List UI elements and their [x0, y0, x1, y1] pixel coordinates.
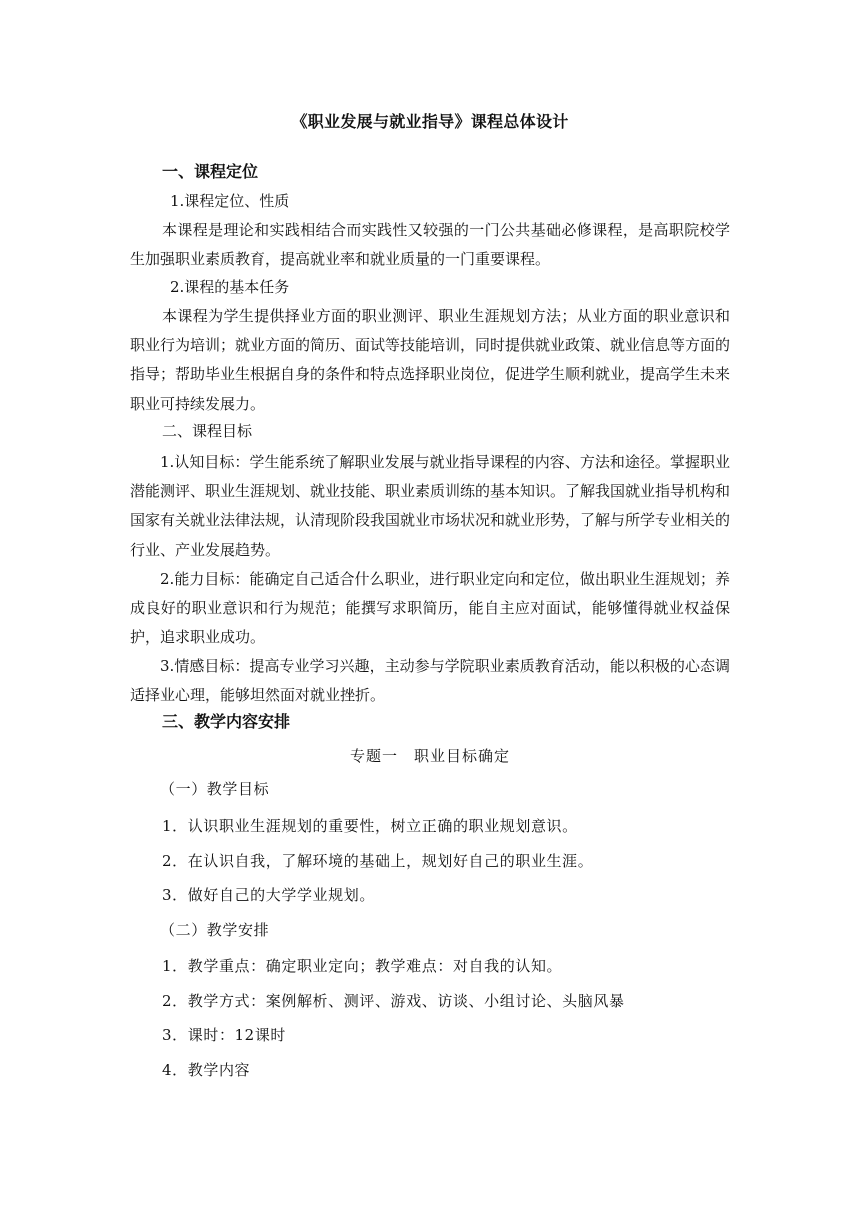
- subheading-positioning-nature: 1.课程定位、性质: [170, 192, 290, 210]
- list-item: 3．课时：12课时: [162, 1026, 287, 1044]
- section-heading-course-goals: 二、课程目标: [162, 422, 253, 440]
- list-item: 4．教学内容: [162, 1061, 251, 1079]
- paragraph-ability-goal: 2.能力目标：能确定自己适合什么职业，进行职业定向和定位，做出职业生涯规划；养成良好的职业意识和行为规范；能撰写求职简历，能自主应对面试，能够懂得就业权益保护，追求职业成功。: [130, 570, 730, 647]
- list-item: 2．教学方式：案例解析、测评、游戏、访谈、小组讨论、头脑风暴: [162, 992, 625, 1010]
- paragraph-basic-tasks: 本课程为学生提供择业方面的职业测评、职业生涯规划方法；从业方面的职业意识和职业行为培训；就业方面的简历、面试等技能培训，同时提供就业政策、就业信息等方面的指导；帮助毕业生根据自身的条件和特点选择职业岗位，促进学生顺利就业，提高学生未来职业可持续发展力。: [130, 307, 731, 413]
- part-heading-teaching-arrangement: （二）教学安排: [160, 921, 270, 939]
- document-title: 《职业发展与就业指导》课程总体设计: [291, 112, 569, 131]
- section-heading-course-positioning: 一、课程定位: [162, 162, 259, 181]
- list-item: 2．在认识自我，了解环境的基础上，规划好自己的职业生涯。: [162, 852, 594, 870]
- list-item: 1．教学重点：确定职业定向；教学难点：对自我的认知。: [162, 957, 563, 975]
- list-item: 3．做好自己的大学学业规划。: [162, 886, 375, 904]
- subheading-basic-tasks: 2.课程的基本任务: [170, 278, 290, 296]
- list-item: 1．认识职业生涯规划的重要性，树立正确的职业规划意识。: [162, 817, 578, 835]
- topic-heading: 专题一 职业目标确定: [349, 747, 510, 765]
- paragraph-positioning-nature: 本课程是理论和实践相结合而实践性又较强的一门公共基础必修课程，是高职院校学生加强职业素质教育，提高就业率和就业质量的一门重要课程。: [130, 221, 730, 269]
- paragraph-cognitive-goal: 1.认知目标：学生能系统了解职业发展与就业指导课程的内容、方法和途径。掌握职业潜能测评、职业生涯规划、就业技能、职业素质训练的基本知识。了解我国就业指导机构和国家有关就业法律法规，认清现阶段我国就业市场状况和就业形势，了解与所学专业相关的行业、产业发展趋势。: [130, 453, 731, 559]
- section-heading-teaching-content: 三、教学内容安排: [162, 712, 291, 731]
- paragraph-emotional-goal: 3.情感目标：提高专业学习兴趣，主动参与学院职业素质教育活动，能以积极的心态调适择业心理，能够坦然面对就业挫折。: [130, 657, 730, 705]
- part-heading-teaching-goals: （一）教学目标: [160, 780, 270, 798]
